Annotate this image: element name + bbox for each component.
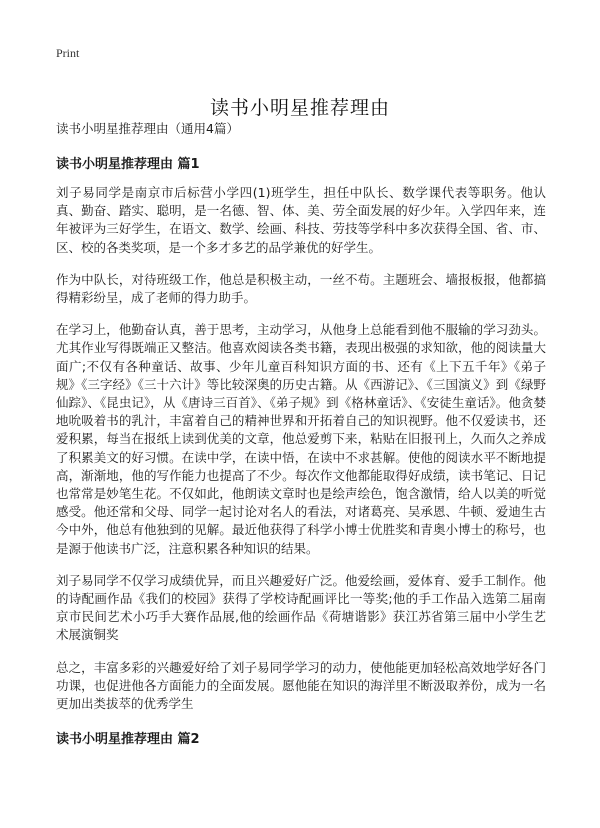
paragraph-4: 刘子易同学不仅学习成绩优异，而且兴趣爱好广泛。他爱绘画，爱体育、爱手工制作。他的诗配画作品《我们的校园》获得了学校诗配画评比一等奖;他的手工作品入选第二届南京市民间艺术小巧手大赛作品展,他的绘画作品《荷塘谐影》获江苏省第三届中小学生艺术展演铜奖: [56, 572, 546, 643]
paragraph-5: 总之，丰富多彩的兴趣爱好给了刘子易同学学习的动力，使他能更加轻松高效地学好各门功课，也促进他各方面能力的全面发展。愿他能在知识的海洋里不断汲取养份，成为一名更加出类拔萃的优秀学生: [56, 659, 546, 712]
page-title: 读书小明星推荐理由: [209, 96, 390, 119]
article-subtitle: 读书小明星推荐理由（通用4篇）: [56, 121, 239, 136]
section-heading-2: 读书小明星推荐理由 篇2: [56, 732, 200, 748]
print-link[interactable]: Print: [56, 46, 80, 60]
paragraph-3: 在学习上，他勤奋认真，善于思考，主动学习，从他身上总能看到他不服输的学习劲头。尤其作业写得既端正又整洁。他喜欢阅读各类书籍，表现出极强的求知欲，他的阅读量大面广;不仅有各种童话、故事、少年儿童百科知识方面的书、还有《上下五千年》《弟子规》《三字经》《三十六计》等比较深奥的历史古籍。从《西游记》、《三国演义》到《绿野仙踪》、《昆虫记》，从《唐诗三百首》、《弟子规》到《格林童话》、《安徒生童话》。他贪婪地吮吸着书的乳汁，丰富着自己的精神世界和开拓着自己的知识视野。他不仅爱读书，还爱积累，每当在报纸上读到优美的文章，他总爱剪下来，粘贴在旧报刊上，久而久之养成了积累美文的好习惯。在读中学，在读中悟，在读中不求甚解。使他的阅读水平不断地提高，渐渐地，他的写作能力也提高了不少。每次作文他都能取得好成绩，读书笔记、日记也常常是妙笔生花。不仅如此，他朗读文章时也是绘声绘色，饱含激情，给人以美的听觉感受。他还常和父母、同学一起讨论对名人的看法，对诸葛亮、吴承恩、牛顿、爱迪生古今中外，他总有他独到的见解。最近他获得了科学小博士优胜奖和青奥小博士的称号，也是源于他读书广泛，注意积累各种知识的结果。: [56, 322, 546, 556]
paragraph-2: 作为中队长，对待班级工作，他总是积极主动，一丝不苟。主题班会、墙报板报，他都搞得精彩纷呈，成了老师的得力助手。: [56, 271, 546, 306]
article-body: [56, 120, 546, 759]
section-heading-1: 读书小明星推荐理由 篇1: [56, 157, 200, 172]
paragraph-1: 刘子易同学是南京市后标营小学四(1)班学生，担任中队长、数学课代表等职务。他认真、勤奋、踏实、聪明，是一名德、智、体、美、劳全面发展的好少年。入学四年来，连年被评为三好学生，在语文、数学、绘画、科技、劳技等学科中多次获得全国、省、市、区、校的各类奖项，是一个多才多艺的品学兼优的好学生。: [56, 185, 546, 255]
